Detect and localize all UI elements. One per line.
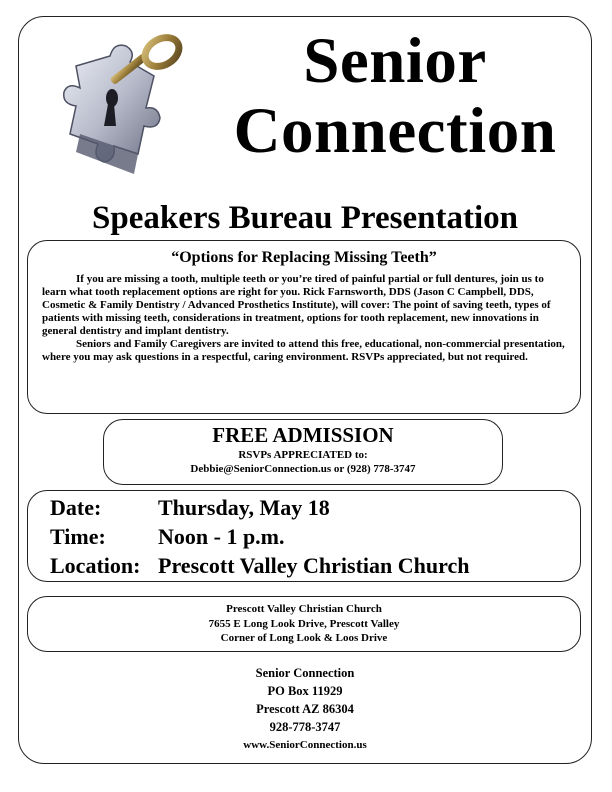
title-line-2: Connection — [233, 95, 557, 167]
venue-corner: Corner of Long Look & Loos Drive — [220, 632, 388, 644]
venue-name: Prescott Valley Christian Church — [226, 603, 382, 615]
contact-block — [18, 664, 592, 754]
topic-paragraph-1: If you are missing a tooth, multiple teeth or you’re tired of painful partial or full dentures, join us to learn what tooth replacement options are right for you. Rick Farnsworth, DDS (Jason C Campbell, DDS, Cosmetic & Family Dentistry / Advanced Prosthetics Institute), will cover: The point of saving teeth, types of patients with missing teeth, considerations in treatment, options for tooth replacement, new innovations in general dentistry and implant dentistry. — [42, 273, 551, 337]
contact-po-box: PO Box 11929 — [267, 684, 343, 698]
topic-title: “Options for Replacing Missing Teeth” — [171, 249, 437, 266]
event-details-box — [27, 490, 581, 582]
puzzle-key-icon — [58, 34, 188, 192]
location-row — [50, 551, 580, 580]
location-label: Location: — [50, 553, 141, 578]
rsvp-contact: Debbie@SeniorConnection.us or (928) 778-3747 — [190, 463, 416, 475]
time-value: Noon - 1 p.m. — [158, 524, 285, 549]
location-value: Prescott Valley Christian Church — [158, 553, 470, 578]
venue-address: 7655 E Long Look Drive, Prescott Valley — [208, 617, 400, 630]
contact-city: Prescott AZ 86304 — [256, 702, 354, 716]
title-line-1: Senior — [303, 25, 487, 97]
contact-phone: 928-778-3747 — [269, 720, 341, 734]
time-label: Time: — [50, 524, 106, 549]
date-row — [50, 493, 580, 522]
page-title — [200, 26, 590, 166]
date-label: Date: — [50, 495, 102, 520]
topic-paragraph-2: Seniors and Family Caregivers are invited to attend this free, educational, non-commercial presentation, where you may ask questions in a respectful, caring environment. RSVPs appreciated, but not required. — [42, 338, 565, 363]
subtitle: Speakers Bureau Presentation — [92, 200, 518, 236]
free-admission-heading: FREE ADMISSION — [212, 423, 394, 447]
rsvp-label: RSVPs APPRECIATED to: — [238, 449, 368, 461]
date-value: Thursday, May 18 — [158, 495, 330, 520]
time-row — [50, 522, 580, 551]
topic-box — [27, 240, 581, 414]
venue-box — [27, 596, 581, 652]
admission-box — [103, 419, 503, 485]
contact-org: Senior Connection — [255, 666, 355, 680]
contact-website: www.SeniorConnection.us — [243, 739, 367, 751]
